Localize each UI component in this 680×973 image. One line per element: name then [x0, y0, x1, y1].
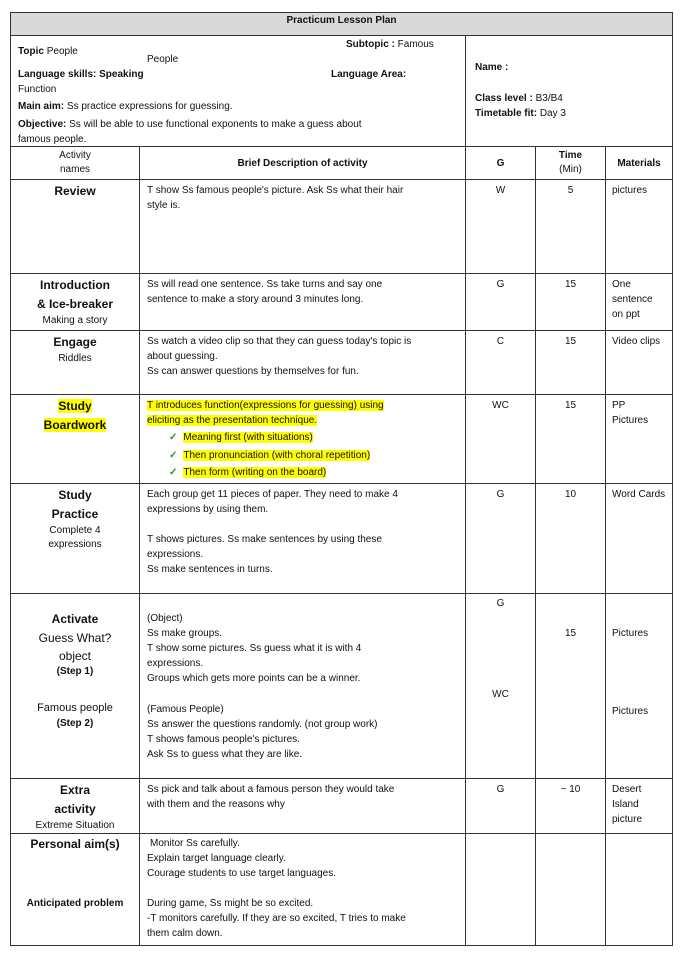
class-level-value: B3/B4	[535, 93, 563, 104]
row-review: Review T show Ss famous people's picture. Ask Ss what their hair style is. W 5 pictures	[11, 180, 673, 274]
language-area-label: Language Area:	[331, 69, 407, 80]
col-header-description: Brief Description of activity	[140, 147, 466, 180]
main-aim-value: Ss practice expressions for guessing.	[66, 101, 233, 112]
row-extra: Extra activity Extreme Situation Ss pick and talk about a famous person they would take with them and the reasons why G ~ 10 Desert Island picture	[11, 779, 673, 834]
page-title: Practicum Lesson Plan	[11, 13, 673, 36]
col-header-group: G	[466, 147, 536, 180]
name-label: Name :	[475, 62, 509, 73]
row-activate: Activate Guess What? object (Step 1) Famous people (Step 2) (Object) Ss make groups. T show some pictures. Ss guess what it is with 4 expressions. Groups which gets more points can be a winner. (Famous People) Ss answer the questions randomly. (not group work) T shows famous people's pictures. Ask Ss to guess what they are like. G WC 15 Pictures Pictures	[11, 594, 673, 779]
timetable-value: Day 3	[539, 108, 566, 119]
time-value: 5	[536, 180, 606, 274]
row-practice: Study Practice Complete 4 expressions Each group get 11 pieces of paper. They need to make 4 expressions by using them. T shows pictures. Ss make sentences by using these expressions. Ss make sentences in turns. G 10 Word Cards	[11, 484, 673, 594]
header-info-cell	[11, 36, 466, 147]
col-header-materials: Materials	[606, 147, 673, 180]
row-personal-aim: Personal aim(s) Anticipated problem Monitor Ss carefully. Explain target language clearly. Courage students to use target languages. During game, Ss might be so excited. -T monitors carefully. If they are so excited, T tries to make them calm down.	[11, 834, 673, 946]
col-header-time: Time (Min)	[536, 147, 606, 180]
main-aim-label: Main aim:	[18, 101, 65, 112]
materials-value: pictures	[606, 180, 673, 274]
objective-value: Ss will be able to use functional exponents to make a guess about	[69, 119, 362, 130]
subtopic-label: Subtopic :	[346, 39, 395, 50]
topic-value: People	[46, 46, 78, 57]
col-header-activity: Activity names	[11, 147, 140, 180]
header-meta-cell	[466, 36, 673, 147]
check-icon: ✓	[169, 467, 178, 478]
activity-name: Review	[54, 184, 96, 198]
check-icon: ✓	[169, 432, 178, 443]
row-boardwork: Study Boardwork T introduces function(expressions for guessing) using eliciting as the presentation technique. ✓ Meaning first (with situations) ✓ Then pronunciation (with choral repetition) ✓ Then form (writing on the board) WC 15 PP Pictures	[11, 395, 673, 484]
subtopic-value: Famous	[397, 39, 434, 50]
language-area-value: Function	[18, 84, 57, 95]
objective-value-cont: famous people.	[18, 134, 87, 145]
group-value: W	[466, 180, 536, 274]
language-skills-label: Language skills: Speaking	[18, 69, 144, 80]
row-introduction: Introduction & Ice-breaker Making a story Ss will read one sentence. Ss take turns and say one sentence to make a story around 3 minutes long. G 15 One sentence on ppt	[11, 274, 673, 331]
class-level-label: Class level :	[475, 93, 533, 104]
check-icon: ✓	[169, 450, 178, 461]
timetable-label: Timetable fit:	[475, 108, 538, 119]
row-engage: Engage Riddles Ss watch a video clip so that they can guess today's topic is about guessing. Ss can answer questions by themselves for fun. C 15 Video clips	[11, 331, 673, 395]
lesson-plan-table	[10, 12, 673, 946]
subtopic-value-cont: People	[147, 54, 179, 65]
topic-label: Topic	[18, 46, 44, 57]
objective-label: Objective:	[18, 119, 67, 130]
